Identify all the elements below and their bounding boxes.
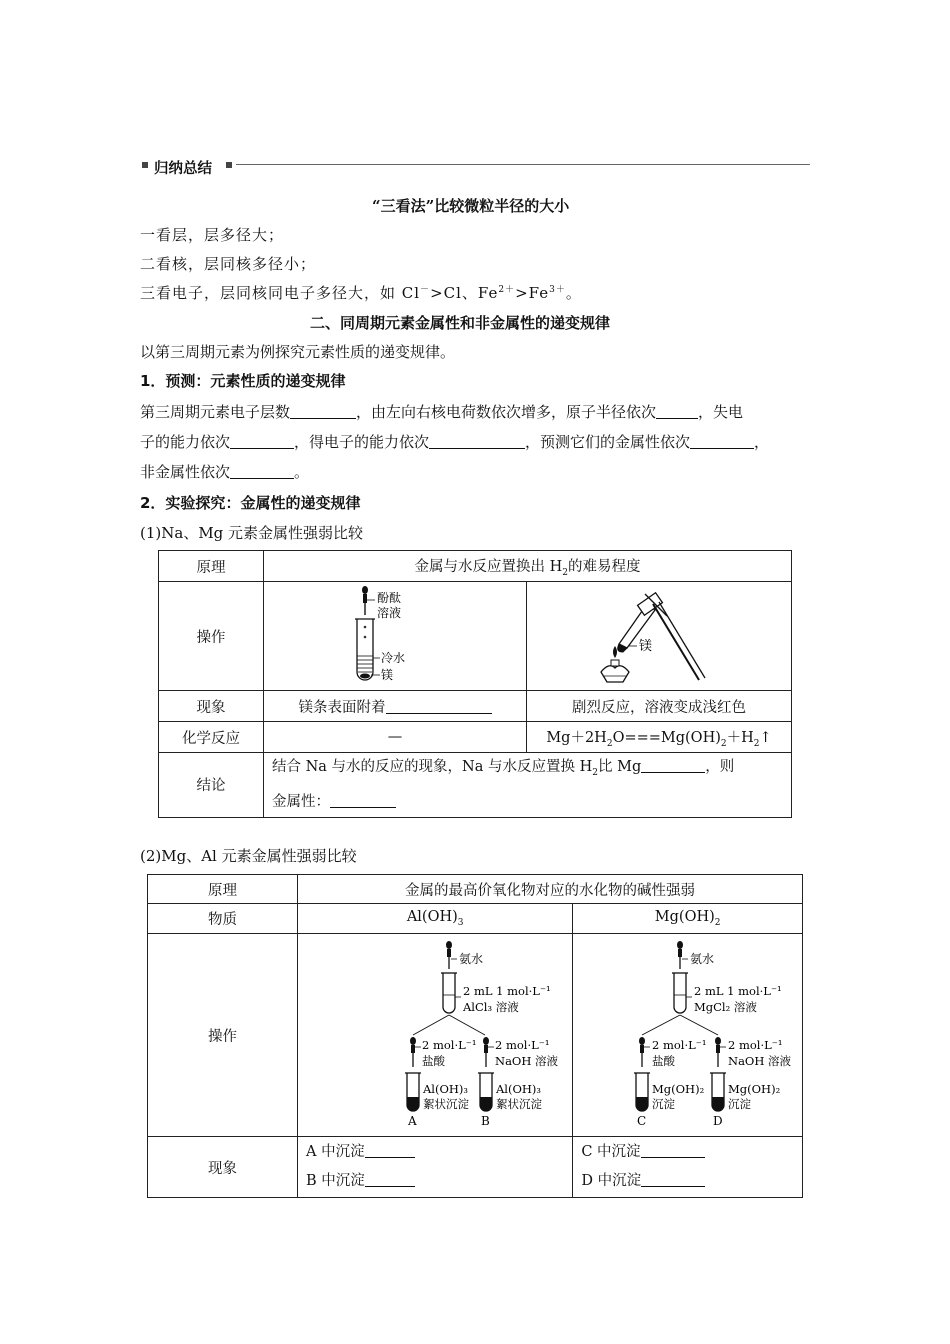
table-na-mg <box>158 550 792 818</box>
test-tube-icon <box>710 1073 726 1111</box>
test-tube-icon <box>405 1073 421 1111</box>
blank[interactable] <box>230 433 294 449</box>
tube-label-c: C <box>636 1114 646 1128</box>
test-tube-icon <box>672 973 688 1013</box>
label-precipitate: 沉淀 <box>727 1097 751 1111</box>
summary-header-title: 归纳总结 <box>154 161 212 177</box>
tube-label-a: A <box>408 1114 417 1128</box>
square-bullet-icon <box>142 162 148 168</box>
summary-line-1: 一看层，层多径大； <box>140 226 285 244</box>
test-tube-diagram <box>335 582 455 686</box>
label-concentration: 2 mL 1 mol·L⁻¹ <box>693 984 782 998</box>
header-rule <box>236 164 810 165</box>
label-solution: 溶液 <box>377 606 402 620</box>
figure-cold-water <box>264 582 527 691</box>
dropper-icon <box>715 1037 721 1067</box>
table-mg-al <box>147 874 803 1198</box>
label-hcl: 盐酸 <box>422 1054 446 1068</box>
reaction-left: — <box>264 722 527 753</box>
section-heading: 二、同周期元素金属性和非金属性的递变规律 <box>310 314 611 332</box>
test-tube-icon <box>478 1073 494 1111</box>
substance-right: $Mg(OH)_2$ <box>573 904 803 934</box>
dropper-icon <box>639 1037 645 1067</box>
heating-diagram <box>589 582 729 686</box>
label-phenolphthalein: 酚酞 <box>377 591 402 605</box>
substance-left: $Al(OH)_3$ <box>298 904 573 934</box>
label-precipitate: Mg(OH)₂ <box>651 1082 704 1096</box>
test-tube-icon <box>441 973 457 1013</box>
aloh3-diagram <box>345 935 559 1131</box>
blank[interactable] <box>365 1143 415 1159</box>
item-1-title: 1．预测：元素性质的递变规律 <box>140 372 346 390</box>
phenomenon-right: C 中沉淀 D 中沉淀 <box>573 1137 803 1198</box>
tube-label-b: B <box>481 1114 490 1128</box>
label-precipitate: 絮状沉淀 <box>423 1097 470 1111</box>
label-cold-water: 冷水 <box>381 651 406 665</box>
dropper-icon <box>362 586 368 615</box>
blank[interactable] <box>429 433 525 449</box>
blank[interactable] <box>641 1172 705 1188</box>
label-hcl: 盐酸 <box>651 1054 675 1068</box>
blank[interactable] <box>656 403 698 419</box>
phenomenon-left: A 中沉淀 B 中沉淀 <box>298 1137 573 1198</box>
test-tube-icon <box>634 1073 650 1111</box>
figure-mgoh2 <box>573 934 803 1137</box>
blank[interactable] <box>690 433 754 449</box>
prediction-line-1: 第三周期元素电子层数 ，由左向右核电荷数依次增多，原子半径依次 ，失电 <box>140 403 744 421</box>
section-intro: 以第三周期元素为例探究元素性质的递变规律。 <box>140 343 456 361</box>
dropper-icon <box>410 1037 416 1067</box>
alcohol-lamp-icon <box>601 646 629 682</box>
summary-line-2: 二看核，层同核多径小； <box>140 255 317 273</box>
principle-cell: 金属与水反应置换出 $H_2$的难易程度 <box>264 551 792 582</box>
label-concentration: 2 mol·L⁻¹ <box>651 1038 707 1052</box>
row-label: 结论 <box>159 753 264 818</box>
label-precipitate: Al(OH)₃ <box>423 1082 469 1096</box>
blank[interactable] <box>290 403 356 419</box>
label-ammonia: 氨水 <box>689 952 714 966</box>
prediction-line-2: 子的能力依次 ，得电子的能力依次 ，预测它们的金属性依次 ， <box>140 433 770 451</box>
label-magnesium: 镁 <box>639 639 653 654</box>
label-concentration: 2 mol·L⁻¹ <box>495 1038 550 1052</box>
label-precipitate: 絮状沉淀 <box>496 1097 543 1111</box>
test-tube-clamp-icon <box>618 593 705 680</box>
label-reagent: MgCl₂ 溶液 <box>693 1000 757 1014</box>
label-precipitate: Al(OH)₃ <box>496 1082 542 1096</box>
row-label: 现象 <box>159 691 264 722</box>
row-label: 操作 <box>148 934 298 1137</box>
sub-1-title: (1)Na、Mg 元素金属性强弱比较 <box>140 524 364 542</box>
summary-header <box>140 157 810 177</box>
row-label: 原理 <box>148 875 298 904</box>
summary-line-3: 三看电子，层同核同电子多径大，如 Cl－>Cl、$Fe^{2+}>Fe^{3+}$。 <box>140 284 582 302</box>
figure-aloh3 <box>298 934 573 1137</box>
label-precipitate: 沉淀 <box>651 1097 675 1111</box>
item-2-title: 2．实验探究：金属性的递变规律 <box>140 494 361 512</box>
blank[interactable] <box>641 1143 705 1159</box>
label-ammonia: 氨水 <box>459 952 484 966</box>
label-concentration: 2 mL 1 mol·L⁻¹ <box>463 984 551 998</box>
label-precipitate: Mg(OH)₂ <box>727 1082 780 1096</box>
phenomenon-left: 镁条表面附着 <box>264 691 527 722</box>
label-naoh: NaOH 溶液 <box>495 1054 559 1068</box>
row-label: 现象 <box>148 1137 298 1198</box>
dropper-icon <box>483 1037 489 1067</box>
label-reagent: AlCl₃ 溶液 <box>463 1000 519 1014</box>
row-label: 化学反应 <box>159 722 264 753</box>
row-label: 物质 <box>148 904 298 934</box>
tube-label-d: D <box>712 1114 723 1128</box>
blank[interactable] <box>330 792 396 808</box>
conclusion-cell: 结合 Na 与水的反应的现象，Na 与水反应置换 $H_2$比 Mg ，则 金属性： <box>264 753 792 818</box>
mgoh2-diagram <box>598 935 791 1131</box>
row-label: 操作 <box>159 582 264 691</box>
prediction-line-3: 非金属性依次 。 <box>140 463 310 481</box>
blank[interactable] <box>230 463 294 479</box>
blank[interactable] <box>386 698 492 714</box>
row-label: 原理 <box>159 551 264 582</box>
blank[interactable] <box>641 758 705 774</box>
summary-title: “三看法”比较微粒半径的大小 <box>372 197 570 215</box>
dropper-icon <box>677 941 683 969</box>
label-concentration: 2 mol·L⁻¹ <box>422 1038 477 1052</box>
reaction-right: $Mg+2H_2O===Mg(OH)_2+H_2↑$ <box>527 722 792 753</box>
principle-cell: 金属的最高价氧化物对应的水化物的碱性强弱 <box>298 875 803 904</box>
dropper-icon <box>446 941 452 969</box>
square-bullet-icon <box>226 162 232 168</box>
figure-heated-water <box>527 582 792 691</box>
label-concentration: 2 mol·L⁻¹ <box>727 1038 783 1052</box>
sub-2-title: (2)Mg、Al 元素金属性强弱比较 <box>140 847 357 865</box>
label-magnesium: 镁 <box>381 668 394 682</box>
blank[interactable] <box>365 1172 415 1188</box>
label-naoh: NaOH 溶液 <box>727 1054 791 1068</box>
phenomenon-right: 剧烈反应，溶液变成浅红色 <box>527 691 792 722</box>
